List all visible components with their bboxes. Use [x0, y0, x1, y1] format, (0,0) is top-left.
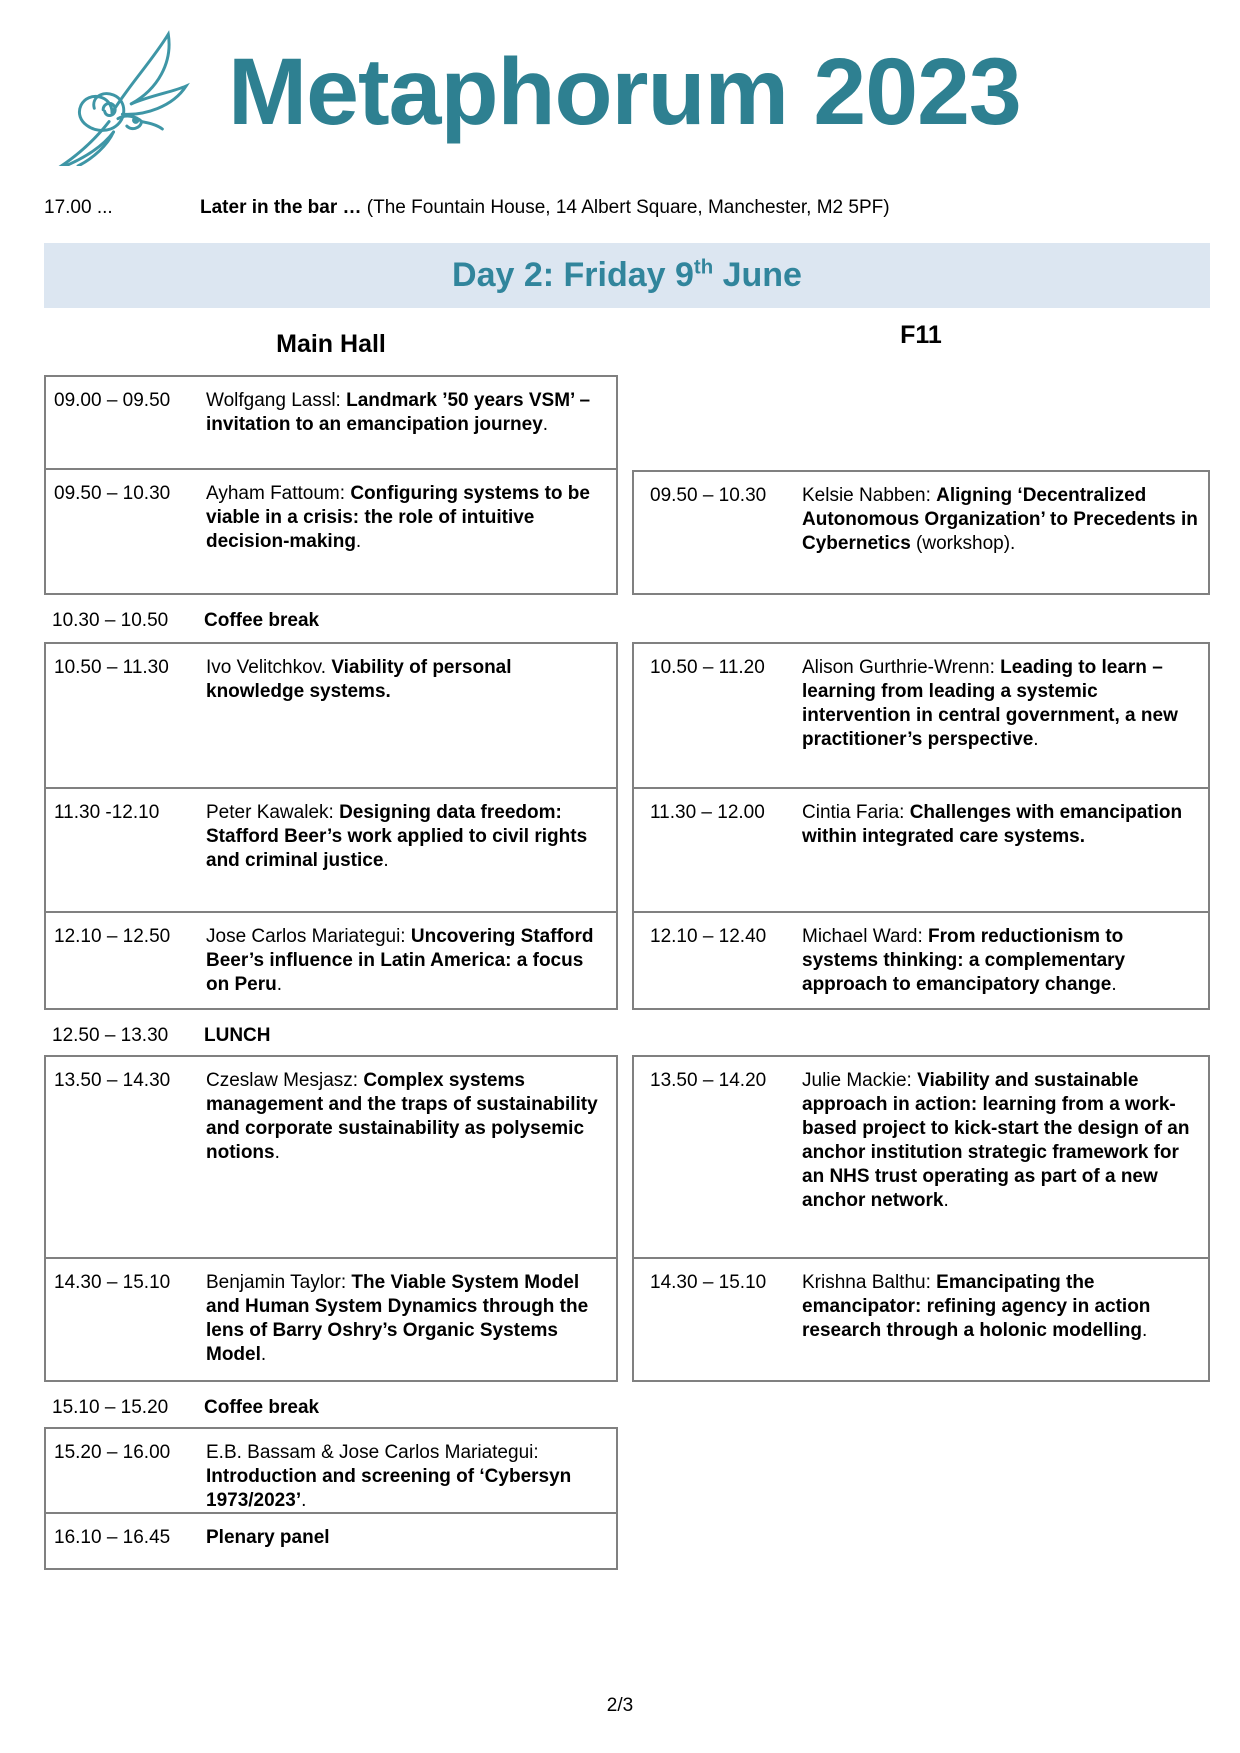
session-speaker: Cintia Faria:: [802, 802, 910, 823]
session-cell: [44, 913, 618, 1010]
page-number: 2/3: [606, 1695, 634, 1716]
session-desc: [206, 1441, 610, 1513]
session-time: 10.50 – 11.30: [54, 657, 169, 678]
session-desc: [204, 1024, 612, 1048]
session-time: 14.30 – 15.10: [650, 1272, 767, 1293]
session-title: Viability of personal knowledge systems.: [206, 657, 512, 702]
session-cell: [44, 375, 618, 470]
session-speaker: Julie Mackie:: [802, 1070, 918, 1091]
session-suffix: .: [276, 974, 283, 995]
column-gap: [618, 330, 632, 362]
session-cell: [44, 470, 618, 595]
session-suffix: .: [943, 1190, 949, 1211]
session-speaker: Alison Gurthrie-Wrenn:: [802, 657, 1001, 678]
session-cell: [44, 1514, 618, 1570]
session-desc: [206, 1271, 610, 1367]
break-label: Coffee break: [204, 1397, 320, 1418]
session-cell: [632, 470, 1210, 595]
session-time: 16.10 – 16.45: [54, 1527, 171, 1548]
session-time: 10.30 – 10.50: [52, 610, 169, 631]
day-banner: [44, 243, 1210, 308]
session-desc: [206, 656, 610, 704]
break-row: [44, 595, 618, 642]
session-cell: [44, 1259, 618, 1382]
session-desc: [206, 482, 610, 554]
column-header-f11: F11: [900, 321, 942, 349]
session-time: 13.50 – 14.20: [650, 1070, 767, 1091]
session-title: The Viable System Model and Human System Dynamics through the lens of Barry Oshry’s Organic Systems Model: [206, 1272, 589, 1365]
session-desc: [802, 656, 1202, 752]
session-speaker: Czeslaw Mesjasz:: [206, 1070, 364, 1091]
session-suffix: .: [301, 1490, 307, 1511]
session-desc: [206, 925, 610, 997]
break-label: Coffee break: [204, 610, 320, 631]
session-title: Introduction and screening of ‘Cybersyn 1973/2023’: [206, 1466, 572, 1511]
bar-note-label: Later in the bar …: [200, 197, 362, 218]
session-desc: [802, 925, 1202, 997]
session-suffix: .: [355, 531, 362, 552]
session-time: 10.50 – 11.20: [650, 657, 765, 678]
session-speaker: Benjamin Taylor:: [206, 1272, 352, 1293]
page-title: Metaphorum 2023: [228, 38, 1021, 145]
break-label: LUNCH: [204, 1025, 271, 1046]
break-row: [44, 1382, 618, 1427]
session-title: Emancipating the emancipator: refining agency in action research through a holonic modelling: [802, 1272, 1151, 1341]
session-time: 13.50 – 14.30: [54, 1070, 171, 1091]
session-suffix: (workshop).: [910, 533, 1016, 554]
session-suffix: .: [383, 850, 389, 871]
session-desc: [206, 1069, 610, 1165]
session-title: Complex systems management and the traps of sustainability and corporate sustainability as polysemic notions: [206, 1070, 598, 1163]
session-title: Aligning ‘Decentralized Autonomous Organization’ to Precedents in Cybernetics: [802, 485, 1198, 554]
session-cell: [632, 789, 1210, 913]
day-banner-text: Day 2: Friday 9th June: [452, 256, 802, 294]
session-suffix: .: [1033, 729, 1039, 750]
session-title: Leading to learn – learning from leading a systemic intervention in central government, a new practitioner’s perspective: [802, 657, 1178, 750]
session-speaker: Ayham Fattoum:: [206, 483, 351, 504]
column-header-main-hall: Main Hall: [276, 330, 386, 358]
session-title: Landmark ’50 years VSM’ – invitation to an emancipation journey: [206, 390, 591, 435]
session-speaker: E.B. Bassam & Jose Carlos Mariategui:: [206, 1442, 539, 1463]
session-cell: [44, 789, 618, 913]
header: [0, 0, 1240, 166]
session-desc: [802, 801, 1202, 849]
session-time: 12.10 – 12.50: [54, 926, 171, 947]
session-title: Viability and sustainable approach in action: learning from a work-based project to kick-start the design of an anchor institution strategic framework for an NHS trust operating as part of a new anchor network: [802, 1070, 1190, 1211]
session-desc: [206, 801, 610, 873]
session-title: Designing data freedom: Stafford Beer’s work applied to civil rights and criminal justice: [206, 802, 588, 871]
session-speaker: Krishna Balthu:: [802, 1272, 937, 1293]
session-cell: [632, 1259, 1210, 1382]
session-time: 09.50 – 10.30: [650, 485, 767, 506]
session-speaker: Kelsie Nabben:: [802, 485, 937, 506]
session-title: Plenary panel: [206, 1527, 330, 1548]
session-speaker: Peter Kawalek:: [206, 802, 340, 823]
session-suffix: .: [542, 414, 549, 435]
session-speaker: Ivo Velitchkov.: [206, 657, 332, 678]
session-cell: [44, 642, 618, 789]
schedule-grid: [44, 375, 1210, 1570]
session-title: Uncovering Stafford Beer’s influence in Latin America: a focus on Peru: [206, 926, 594, 995]
session-cell: [632, 642, 1210, 789]
session-desc: [802, 484, 1202, 556]
session-speaker: Michael Ward:: [802, 926, 928, 947]
session-suffix: .: [1141, 1320, 1148, 1341]
session-desc: [206, 1526, 610, 1550]
session-desc: [206, 389, 610, 437]
session-time: 11.30 – 12.00: [650, 802, 765, 823]
session-speaker: Wolfgang Lassl:: [206, 390, 347, 411]
session-title: Configuring systems to be viable in a crisis: the role of intuitive decision-making: [206, 483, 590, 552]
session-cell: [44, 1055, 618, 1259]
hummingbird-logo-icon: [40, 18, 190, 166]
break-row: [44, 1010, 618, 1055]
session-time: 09.00 – 09.50: [54, 390, 171, 411]
session-cell: [44, 1427, 618, 1514]
session-time: 12.50 – 13.30: [52, 1025, 169, 1046]
session-suffix: .: [260, 1344, 267, 1365]
bar-note-time: 17.00 ...: [44, 197, 113, 218]
session-speaker: Jose Carlos Mariategui:: [206, 926, 411, 947]
session-cell: [632, 913, 1210, 1010]
session-time: 12.10 – 12.40: [650, 926, 767, 947]
session-cell: [632, 1055, 1210, 1259]
session-desc: [204, 609, 612, 633]
bar-note-row: [44, 196, 1210, 220]
column-headers: [44, 321, 1210, 362]
session-time: 15.20 – 16.00: [54, 1442, 171, 1463]
bar-note-detail: (The Fountain House, 14 Albert Square, Manchester, M2 5PF): [361, 197, 890, 218]
session-desc: [802, 1069, 1202, 1213]
session-suffix: .: [274, 1142, 280, 1163]
session-time: 11.30 -12.10: [54, 802, 160, 823]
ordinal-superscript: th: [693, 256, 714, 279]
session-time: 15.10 – 15.20: [52, 1397, 169, 1418]
session-title: Challenges with emancipation within integrated care systems.: [802, 802, 1183, 847]
session-time: 14.30 – 15.10: [54, 1272, 171, 1293]
session-desc: [204, 1396, 612, 1420]
session-desc: [802, 1271, 1202, 1343]
session-title: From reductionism to systems thinking: a complementary approach to emancipatory change: [802, 926, 1126, 995]
session-time: 09.50 – 10.30: [54, 483, 171, 504]
bar-note-text: [200, 196, 890, 220]
session-suffix: .: [1111, 974, 1117, 995]
